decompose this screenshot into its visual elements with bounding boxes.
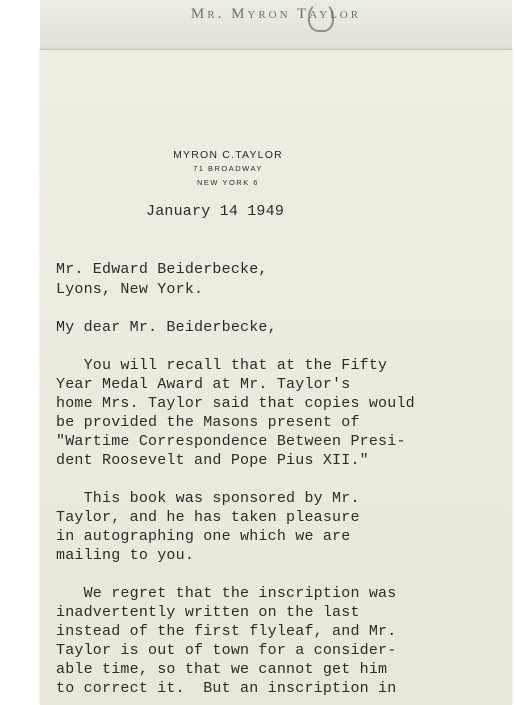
body-line: home Mrs. Taylor said that copies would bbox=[56, 395, 415, 412]
body-line: We regret that the inscription was bbox=[56, 585, 397, 602]
body-line: to correct it. But an inscription in bbox=[56, 680, 397, 697]
letter-date: January 14 1949 bbox=[146, 203, 285, 220]
body-line: You will recall that at the Fifty bbox=[56, 357, 388, 374]
body-line: Taylor is out of town for a consider- bbox=[56, 642, 397, 659]
body-line: inadvertently written on the last bbox=[56, 604, 360, 621]
body-line: mailing to you. bbox=[56, 547, 195, 564]
addressee-name: Mr. Edward Beiderbecke, bbox=[56, 261, 268, 278]
salutation: My dear Mr. Beiderbecke, bbox=[56, 319, 277, 336]
body-line: "Wartime Correspondence Between Presi- bbox=[56, 433, 406, 450]
back-letterhead: Mr. Myron Taylor bbox=[190, 6, 362, 22]
paperclip-mark bbox=[308, 2, 334, 32]
addressee-place: Lyons, New York. bbox=[56, 281, 204, 298]
back-sheet bbox=[40, 0, 512, 50]
body-line: Taylor, and he has taken pleasure bbox=[56, 509, 360, 526]
body-line: in autographing one which we are bbox=[56, 528, 351, 545]
letterhead-city: NEW YORK 6 bbox=[197, 178, 259, 187]
letter-sheet bbox=[40, 50, 512, 705]
body-line: instead of the first flyleaf, and Mr. bbox=[56, 623, 397, 640]
body-line: dent Roosevelt and Pope Pius XII." bbox=[56, 452, 369, 469]
body-line: Year Medal Award at Mr. Taylor's bbox=[56, 376, 351, 393]
body-line: This book was sponsored by Mr. bbox=[56, 490, 360, 507]
letterhead-name: MYRON C.TAYLOR bbox=[173, 149, 283, 161]
letterhead bbox=[128, 148, 328, 190]
body-line: be provided the Masons present of bbox=[56, 414, 360, 431]
letterhead-street: 71 BROADWAY bbox=[193, 164, 263, 173]
body-line: able time, so that we cannot get him bbox=[56, 661, 388, 678]
